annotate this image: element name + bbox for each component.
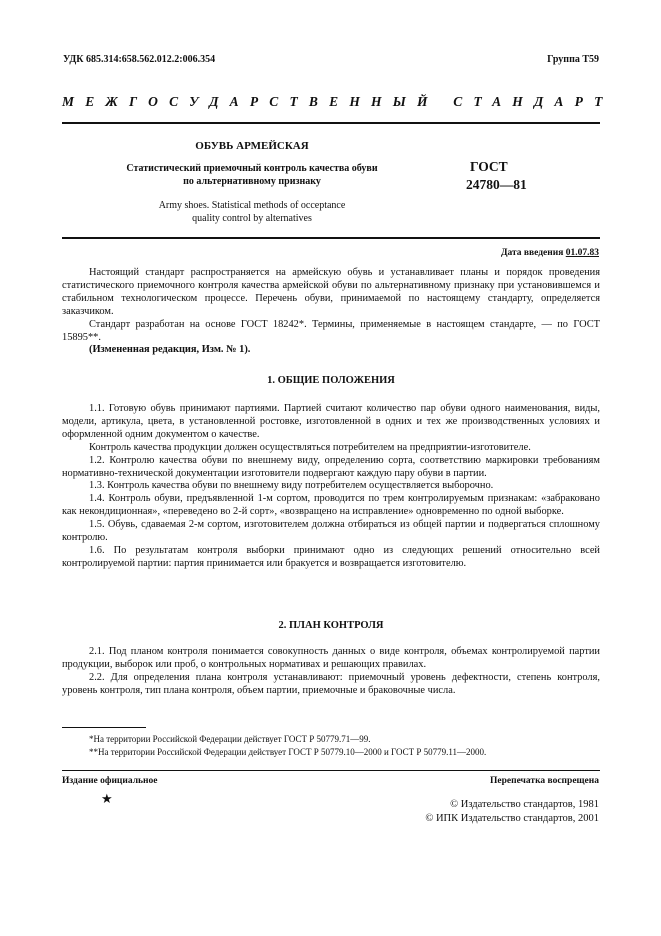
introduction-date-label: Дата введения [500, 248, 564, 258]
copyright-line: © ИПК Издательство стандартов, 2001 [425, 813, 599, 824]
copyright-line: © Издательство стандартов, 1981 [450, 799, 599, 810]
footnote: **На территории Российской Федерации действует ГОСТ Р 50779.10—2000 и ГОСТ Р 50779.11—2000. [89, 747, 487, 757]
paragraph: 1.2. Контролю качества обуви по внешнему виду, определению сорта, соответствию маркировки требованиям нормативно-технической документации изготовители подвергают каждую пару обуви в партии. [62, 454, 600, 479]
gost-number: 24780—81 [466, 177, 527, 192]
official-edition: Издание официальное [62, 776, 158, 786]
footnote-divider [62, 727, 146, 728]
reprint-prohibited: Перепечатка воспрещена [489, 776, 599, 786]
paragraph: 1.5. Обувь, сдаваемая 2-м сортом, изготовителем должна отбираться из общей партии и подвергаться сплошному контролю. [62, 519, 600, 544]
intro-text [62, 267, 600, 357]
udk-code: УДК 685.314:658.562.012.2:006.354 [63, 54, 216, 65]
paragraph: 1.1. Готовую обувь принимают партиями. Партией считают количество пар обуви одного наименования, виды, модели, артикула, цвета, в установленной ростовке, изготовленной в одних и тех же производственных условиях и оформленной одним документом о качестве. [62, 403, 600, 440]
english-line-1: Army shoes. Statistical methods of occeptance [158, 200, 346, 211]
standard-banner: МЕЖГОСУДАРСТВЕННЫЙ СТАНДАРТ [62, 94, 614, 109]
subtitle-line-1: Статистический приемочный контроль качества обуви [126, 163, 378, 174]
section-1-heading: 1. ОБЩИЕ ПОЛОЖЕНИЯ [267, 375, 395, 386]
intro-paragraph: Стандарт разработан на основе ГОСТ 18242*. Термины, применяемые в настоящем стандарте, — по ГОСТ 15895**. [62, 318, 600, 343]
top-divider [62, 122, 600, 124]
intro-paragraph: Настоящий стандарт распространяется на армейскую обувь и устанавливает планы и порядок проведения статистического приемочного контроля качества армейской обуви по альтернативному признаку при установившемся и стабильном технологическом процессе. Перечень обуви, принимаемой по настоящему стандарту, определяется заказчиком. [62, 267, 600, 317]
subtitle-line-2: по альтернативному признаку [183, 176, 321, 187]
group-code: Группа Т59 [547, 54, 599, 65]
english-line-2: quality control by alternatives [192, 213, 312, 224]
introduction-date [501, 248, 599, 258]
introduction-date-value: 01.07.83 [565, 248, 599, 258]
copyright-block [425, 798, 599, 826]
amendment-note: (Измененная редакция, Изм. № 1). [89, 344, 251, 356]
footnotes [62, 733, 600, 759]
title-divider [62, 237, 600, 239]
paragraph: 2.2. Для определения плана контроля устанавливают: приемочный уровень дефектности, степень контроля, уровень контроля, тип плана контроля, объем партии, приемочные и браковочные числа. [62, 671, 600, 696]
section-2-heading: 2. ПЛАН КОНТРОЛЯ [278, 620, 384, 631]
section-2-text [62, 646, 600, 698]
paragraph: 1.4. Контроль обуви, предъявленной 1-м сортом, проводится по трем контролируемым признакам: «забраковано как некондиционная», «переведено во 2-й сорт», «возвращено на исправление» одновременно по одной выборке. [62, 493, 600, 518]
paragraph: 2.1. Под планом контроля понимается совокупность данных о виде контроля, объемах контролируемой партии продукции, выборок или проб, о контрольных нормативах и решающих правилах. [62, 646, 600, 670]
paragraph: 1.6. По результатам контроля выборки принимают одно из следующих решений относительно всей контролируемой партии: партия принимается или бракуется и возвращается изготовителю. [62, 544, 600, 569]
footer-divider [62, 770, 600, 771]
footnote: *На территории Российской Федерации действует ГОСТ Р 50779.71—99. [89, 734, 371, 744]
document-subtitle [62, 162, 442, 188]
gost-label: ГОСТ [470, 159, 508, 174]
section-1-text [62, 403, 600, 571]
english-title [62, 199, 442, 225]
star-icon: ★ [101, 791, 113, 806]
document-title: ОБУВЬ АРМЕЙСКАЯ [195, 140, 309, 152]
paragraph: 1.3. Контроль качества обуви по внешнему виду потребителем осуществляется выборочно. [89, 480, 494, 492]
paragraph: Контроль качества продукции должен осуществляться потребителем на предприятии-изготовителе. [89, 441, 531, 453]
